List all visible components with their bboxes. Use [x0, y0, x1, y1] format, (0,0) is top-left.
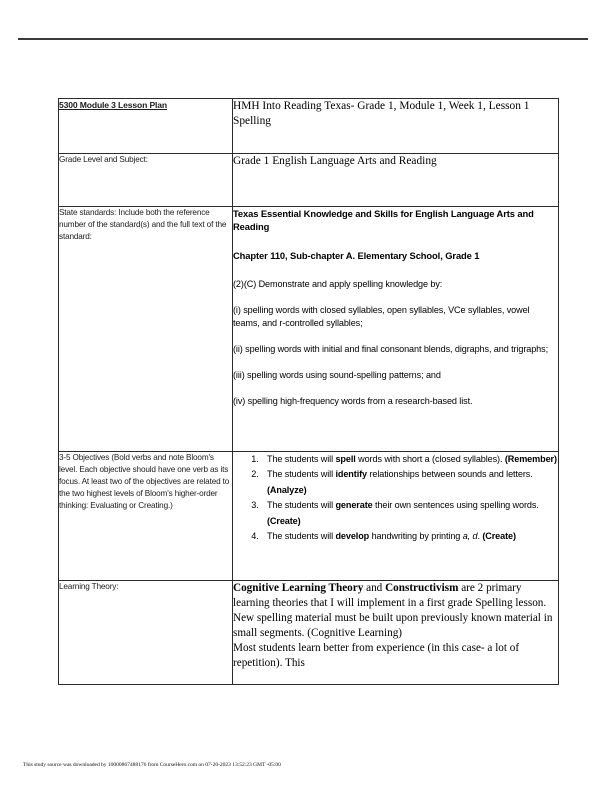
objective-lead: The students will [267, 469, 336, 480]
lesson-plan-label-text: 5300 Module 3 Lesson Plan [59, 100, 168, 110]
objective-rest: their own sentences using spelling words. [372, 500, 539, 511]
standards-item-iv: (iv) spelling high-frequency words from a research-based list. [233, 396, 473, 406]
theory-tail: are 2 primary learning theories that I will implement in a first grade Spelling lesson. [233, 582, 547, 610]
row-label-objectives: 3-5 Objectives (Bold verbs and note Bloom's level. Each objective should have one verb as its focus. At least two of the objectives are related to the two highest levels of Bloom's higher-order thinking: Evaluating or Creating.) [59, 452, 233, 581]
theory-paragraph-1 [233, 581, 558, 611]
objective-verb: identify [335, 469, 368, 480]
state-standards-value [233, 207, 559, 452]
objective-rest: words with short a (closed syllables). [355, 454, 505, 464]
objectives-list [233, 452, 558, 544]
row-label-state-standards: State standards: Include both the reference number of the standard(s) and the full text of the standard: [59, 207, 233, 452]
lesson-plan-table [58, 98, 559, 685]
standards-item-ii: (ii) spelling words with initial and final consonant blends, digraphs, and trigraphs; [233, 344, 549, 354]
standards-item-2c: (2)(C) Demonstrate and apply spelling knowledge by: [233, 279, 443, 289]
objective-rest-2: . [477, 531, 483, 542]
objective-bloom-level: (Remember) [504, 454, 557, 464]
page-top-rule [18, 38, 588, 40]
objective-bloom-level: (Analyze) [267, 484, 307, 495]
objective-lead: The students will [267, 454, 336, 464]
row-label-lesson-plan [59, 99, 233, 154]
theory-paragraph-3: Most students learn better from experience (in this case- a lot of repetition). This [233, 642, 520, 670]
objective-lead: The students will [267, 500, 336, 511]
standards-heading-chapter: Chapter 110, Sub-chapter A. Elementary School, Grade 1 [233, 250, 480, 261]
objective-verb: spell [335, 454, 356, 464]
objective-rest: relationships between sounds and letters. [367, 469, 533, 480]
coursehero-download-watermark: This study source was downloaded by 10000867488176 from CourseHero.com on 07-20-2023 13:52:23 GMT -05:00 [23, 762, 281, 768]
list-item [261, 452, 558, 467]
theory-paragraph-2: New spelling material must be built upon previously known material in small segments. (Cognitive Learning) [233, 612, 553, 640]
standards-item-i: (i) spelling words with closed syllables, open syllables, VCe syllables, vowel teams, and r-controlled syllables; [233, 305, 530, 328]
theory-joiner: and [363, 582, 386, 594]
theory-term-cognitive: Cognitive Learning Theory [233, 582, 364, 594]
objectives-value [233, 452, 559, 581]
table-row-objectives [59, 452, 559, 581]
objective-bloom-level: (Create) [482, 531, 516, 542]
table-row-state-standards [59, 207, 559, 452]
theory-term-constructivism: Constructivism [385, 582, 459, 594]
list-item [261, 467, 558, 498]
row-label-grade-level: Grade Level and Subject: [59, 154, 233, 207]
table-row-grade-level [59, 154, 559, 207]
grade-level-value: Grade 1 English Language Arts and Reading [233, 154, 559, 207]
learning-theory-value [233, 581, 559, 685]
list-item [261, 529, 558, 544]
objective-rest: handwriting by printing [369, 531, 463, 542]
objective-lead: The students will [267, 531, 336, 542]
lesson-title-value: HMH Into Reading Texas- Grade 1, Module 1, Week 1, Lesson 1 Spelling [233, 99, 559, 154]
objective-bloom-level: (Create) [267, 515, 301, 526]
standards-item-iii: (iii) spelling words using sound-spelling patterns; and [233, 370, 441, 380]
objective-verb: develop [335, 531, 370, 542]
table-row-learning-theory [59, 581, 559, 685]
list-item [261, 498, 558, 529]
row-label-learning-theory: Learning Theory: [59, 581, 233, 685]
objective-letters: a, d [462, 531, 478, 542]
objective-verb: generate [335, 500, 373, 511]
standards-heading-teks: Texas Essential Knowledge and Skills for English Language Arts and Reading [233, 208, 534, 232]
table-row-lesson-plan-title [59, 99, 559, 154]
